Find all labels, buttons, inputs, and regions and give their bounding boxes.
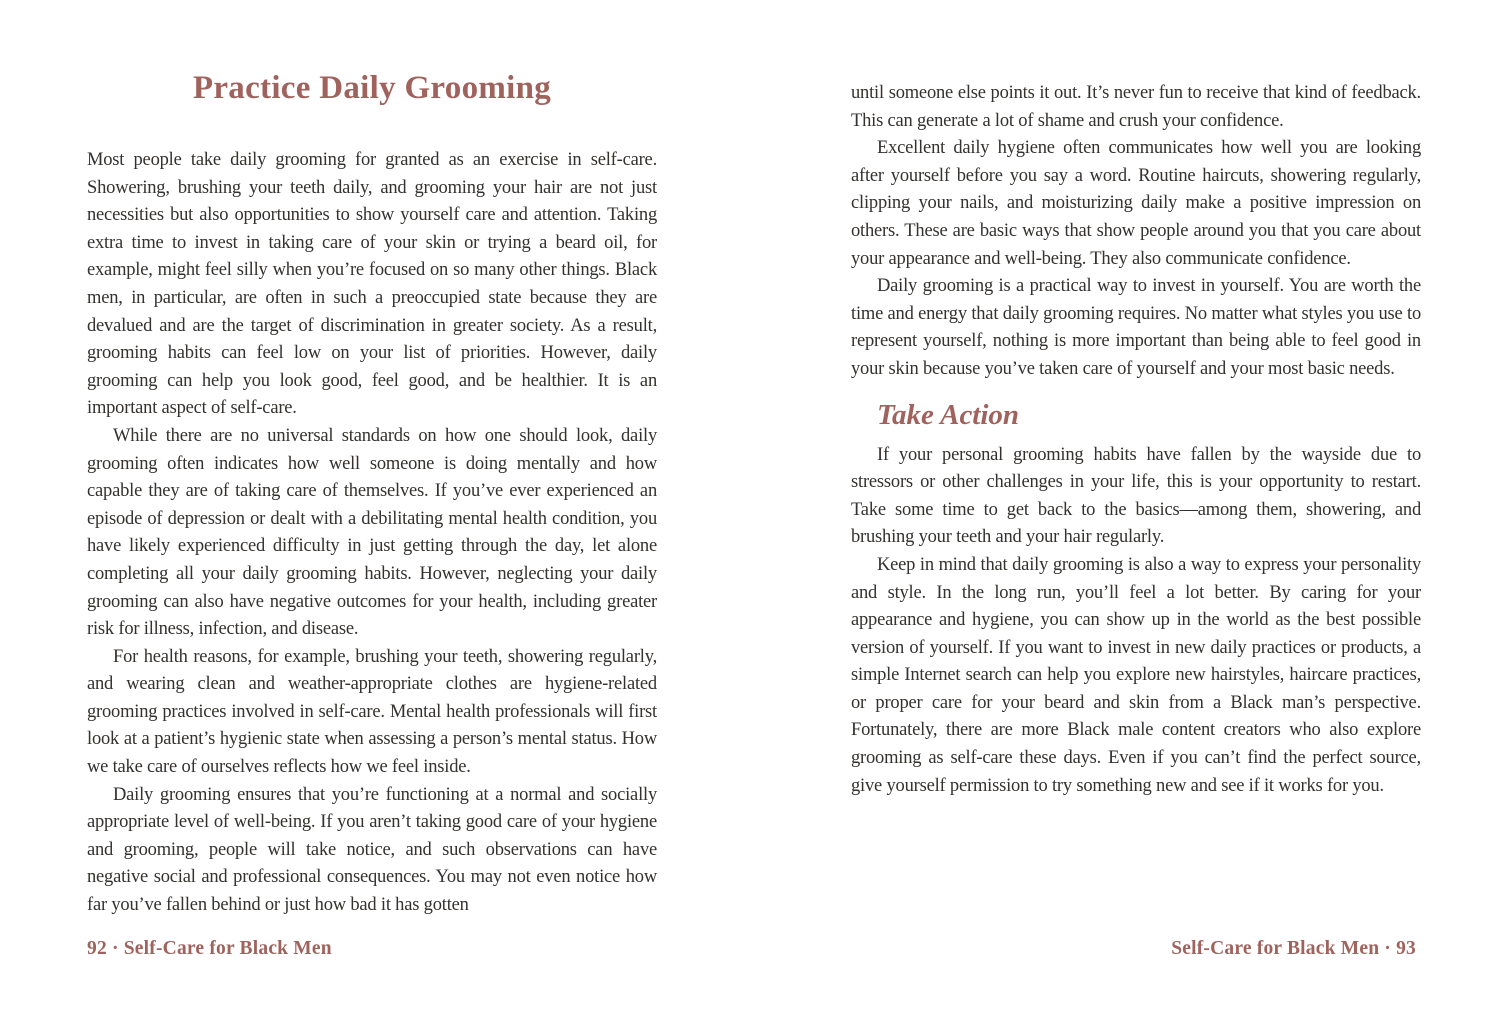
page-footer-left: 92 · Self-Care for Black Men [87,938,332,959]
paragraph: For health reasons, for example, brushing your teeth, showering regularly, and wearing clean and weather-appropriate clothes are hygiene-related grooming practices involved in self-care. Mental health professionals will first look at a patient’s hygienic state when assessing a person’s mental status. How we take care of ourselves reflects how we feel inside. [87,646,657,778]
right-page-text-column [851,80,1421,800]
paragraph: Daily grooming ensures that you’re functioning at a normal and socially appropriate level of well-being. If you aren’t taking good care of your hygiene and grooming, people will take notice, and such observations can have negative social and professional consequences. You may not even notice how far you’ve fallen behind or just how bad it has gotten [87,784,657,916]
right-page-body-continued [851,442,1421,801]
left-page-text-column [87,70,657,920]
page-footer-right: Self-Care for Black Men · 93 [1171,938,1416,959]
paragraph: While there are no universal standards on how one should look, daily grooming often indicates how well someone is doing mentally and how capable they are of taking care of themselves. If you’ve ever experienced an episode of depression or dealt with a debilitating mental health condition, you have likely experienced difficulty in just getting through the day, let alone completing all your daily grooming habits. However, neglecting your daily grooming can also have negative outcomes for your health, including greater risk for illness, infection, and disease. [87,425,657,640]
paragraph: Excellent daily hygiene often communicates how well you are looking after yourself before you say a word. Routine haircuts, showering regularly, clipping your nails, and moisturizing daily make a positive impression on others. These are basic ways that show people around you that you care about your appearance and well-being. They also communicate confidence. [851,138,1421,269]
right-page-body [851,80,1421,384]
right-page [750,0,1500,1023]
paragraph: Keep in mind that daily grooming is also a way to express your personality and style. In the long run, you’ll feel a lot better. By caring for your appearance and hygiene, you can show up in the world as the best possible version of yourself. If you want to invest in new daily practices or products, a simple Internet search can help you explore new hairstyles, haircare practices, or proper care for your beard and skin from a Black man’s perspective. Fortunately, there are more Black male content creators who also explore grooming as self-care these days. Even if you can’t find the perfect source, give yourself permission to try something new and see if it works for you. [851,554,1421,796]
paragraph: Most people take daily grooming for granted as an exercise in self-care. Showering, brushing your teeth daily, and grooming your hair are not just necessities but also opportunities to show yourself care and attention. Taking extra time to invest in taking care of your skin or trying a beard oil, for example, might feel silly when you’re focused on so many other things. Black men, in particular, are often in such a preoccupied state because they are devalued and are the target of discrimination in greater society. As a result, grooming habits can feel low on your list of priorities. However, daily grooming can help you look good, feel good, and be healthier. It is an important aspect of self-care. [87,150,657,419]
section-heading: Take Action [877,398,1020,431]
paragraph: Daily grooming is a practical way to invest in yourself. You are worth the time and energy that daily grooming requires. No matter what styles you use to represent yourself, nothing is more important than being able to feel good in your skin because you’ve taken care of yourself and your most basic needs. [851,276,1421,379]
paragraph: If your personal grooming habits have fallen by the wayside due to stressors or other challenges in your life, this is your opportunity to restart. Take some time to get back to the basics—among them, showering, and brushing your teeth and your hair regularly. [851,444,1421,548]
chapter-heading: Practice Daily Grooming [192,70,552,106]
left-page-body [87,147,657,920]
paragraph: until someone else points it out. It’s never fun to receive that kind of feedback. This can generate a lot of shame and crush your confidence. [851,83,1421,131]
